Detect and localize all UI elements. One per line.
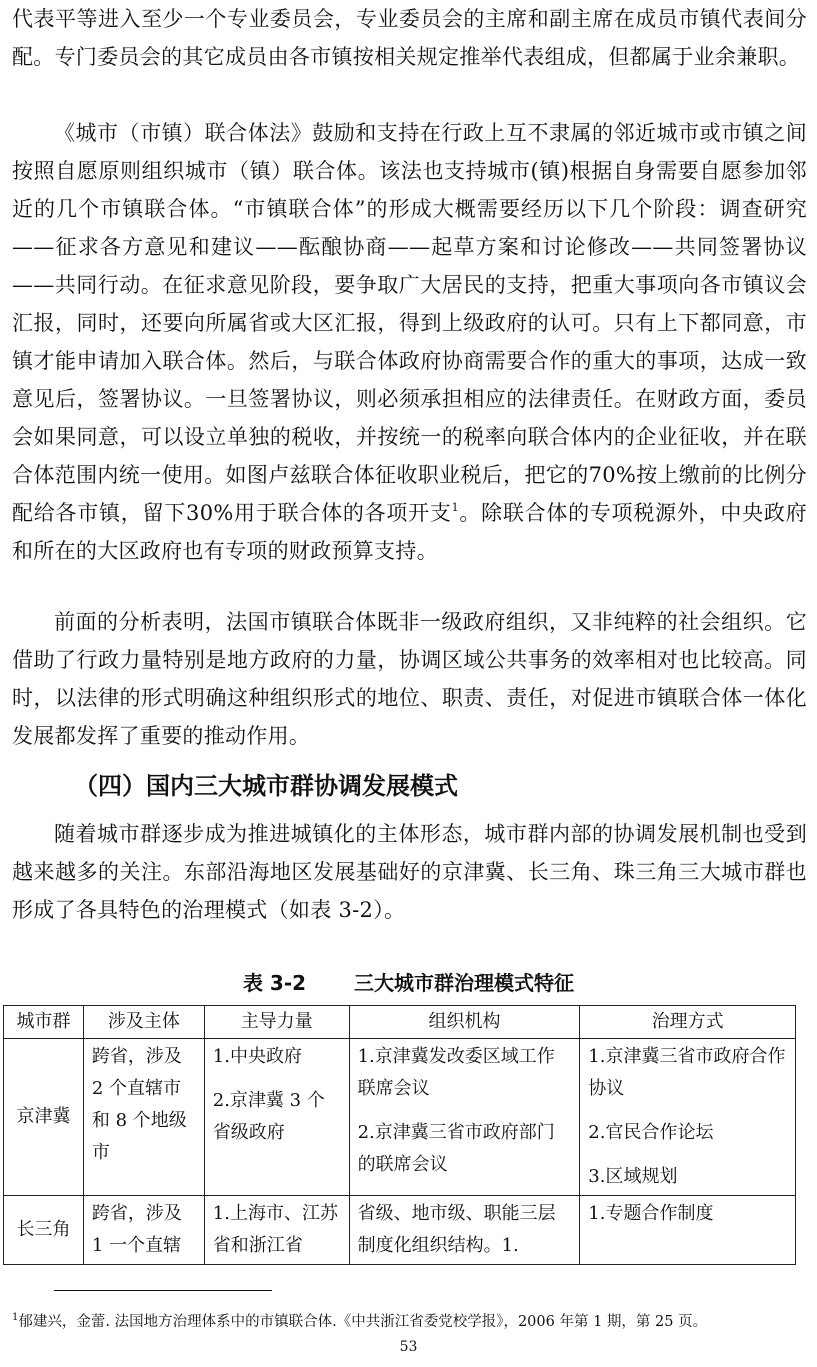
- table-cell-item: 2.京津冀 3 个省级政府: [212, 1090, 325, 1143]
- table-cell-item: 2.京津冀三省市政府部门的联席会议: [357, 1122, 555, 1175]
- column-header: 城市群: [4, 1006, 84, 1039]
- table-cell-organizations: [349, 1039, 580, 1196]
- table-cell-item: 1.专题合作制度: [588, 1203, 714, 1224]
- footnote-marker: 1: [12, 1312, 19, 1323]
- governance-table: [3, 1005, 796, 1265]
- paragraph-urban-agglomeration: 随着城市群逐步成为推进城镇化的主体形态，城市群内部的协调发展机制也受到越来越多的关注。东部沿海地区发展基础好的京津冀、长三角、珠三角三大城市群也形成了各具特色的治理模式（如表 3-2）。: [12, 822, 807, 922]
- table-cell-forces: [204, 1039, 349, 1196]
- table-cell-item: 1.京津冀三省市政府合作协议: [588, 1046, 786, 1099]
- table-cell-city: 京津冀: [4, 1039, 84, 1196]
- table-cell-item: 1.京津冀发改委区域工作联席会议: [357, 1046, 555, 1099]
- footnote-divider: [54, 1290, 272, 1291]
- footnote-reference: 1: [451, 501, 459, 514]
- table-cell-subjects: 跨省，涉及 2 个直辖市和 8 个地级市: [83, 1039, 204, 1196]
- paragraph-analysis: 前面的分析表明，法国市镇联合体既非一级政府组织，又非纯粹的社会组织。它借助了行政力量特别是地方政府的力量，协调区域公共事务的效率相对也比较高。同时，以法律的形式明确这种组织形式的地位、职责、责任，对促进市镇联合体一体化发展都发挥了重要的推动作用。: [12, 610, 807, 748]
- section-heading: （四）国内三大城市群协调发展模式: [74, 772, 458, 800]
- table-cell-item: 3.区域规划: [588, 1166, 678, 1187]
- paragraph-union-law-text: 《城市（市镇）联合体法》鼓励和支持在行政上互不隶属的邻近城市或市镇之间按照自愿原则组织城市（镇）联合体。该法也支持城市(镇)根据自身需要自愿参加邻近的几个市镇联合体。“市镇联合体”的形成大概需要经历以下几个阶段：调查研究——征求各方意见和建议——酝酿协商——起草方案和讨论修改——共同签署协议——共同行动。在征求意见阶段，要争取广大居民的支持，把重大事项向各市镇议会汇报，同时，还要向所属省或大区汇报，得到上级政府的认可。只有上下都同意，市镇才能申请加入联合体。然后，与联合体政府协商需要合作的重大的事项，达成一致意见后，签署协议。一旦签署协议，则必须承担相应的法律责任。在财政方面，委员会如果同意，可以设立单独的税收，并按统一的税率向联合体内的企业征收，并在联合体范围内统一使用。如图卢兹联合体征收职业税后，把它的70%按上缴前的比例分配给各市镇，留下30%用于联合体的各项开支: [12, 121, 807, 525]
- table-cell-item: 省级、地市级、职能三层制度化组织结构。1.: [357, 1203, 556, 1256]
- table-cell-item: 1.中央政府: [212, 1046, 302, 1067]
- paragraph-committee-members: 代表平等进入至少一个专业委员会，专业委员会的主席和副主席在成员市镇代表间分配。专门委员会的其它成员由各市镇按相关规定推举代表组成，但都属于业余兼职。: [12, 7, 807, 69]
- table-row: [4, 1196, 796, 1265]
- table-cell-organizations: [349, 1196, 580, 1265]
- footnote: [12, 1307, 812, 1333]
- table-cell-subjects: 跨省，涉及 1 一个直辖: [83, 1196, 204, 1265]
- table-cell-item: 2.官民合作论坛: [588, 1122, 714, 1143]
- column-header: 组织机构: [349, 1006, 580, 1039]
- table-caption: [0, 968, 817, 998]
- paragraph-union-law-text-end: 。除联合体的专项税源外，中央政府和所在的大区政府也有专项的财政预算支持。: [12, 501, 807, 563]
- paragraph-union-law: [12, 114, 807, 570]
- table-cell-item: 1.上海市、江苏省和浙江省: [212, 1203, 338, 1256]
- table-cell-forces: [204, 1196, 349, 1265]
- footnote-text: 郁建兴，金蕾. 法国地方治理体系中的市镇联合体.《中共浙江省委党校学报》，2006 年第 1 期，第 25 页。: [18, 1314, 708, 1330]
- column-header: 治理方式: [580, 1006, 796, 1039]
- table-caption-number: 表 3-2: [242, 971, 307, 995]
- column-header: 主导力量: [204, 1006, 349, 1039]
- page-number: 53: [399, 1339, 418, 1355]
- table-cell-methods: [580, 1196, 796, 1265]
- table-header-row: [4, 1006, 796, 1039]
- table-caption-title: 三大城市群治理模式特征: [354, 971, 575, 995]
- table-row: [4, 1039, 796, 1196]
- table-cell-methods: [580, 1039, 796, 1196]
- table-cell-city: 长三角: [4, 1196, 84, 1265]
- column-header: 涉及主体: [83, 1006, 204, 1039]
